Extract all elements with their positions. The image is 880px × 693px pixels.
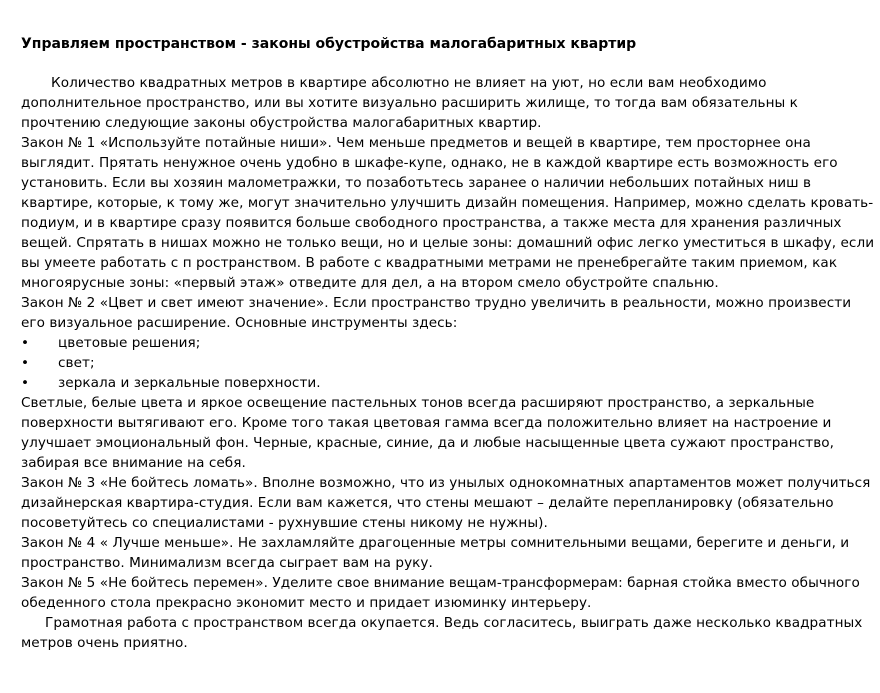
law-3-paragraph: Закон № 3 «Не бойтесь ломать». Вполне возможно, что из унылых однокомнатных апартаментов может получиться дизайнерская квартира-студия. Если вам кажется, что стены мешают – делайте перепланировку (обязательно посоветуйтесь со специалистами - рухнувшие стены никому не нужны). bbox=[21, 475, 871, 531]
law-5-paragraph: Закон № 5 «Не бойтесь перемен». Уделите свое внимание вещам-трансформерам: барная стойка вместо обычного обеденного стола прекрасно экономит место и придает изюминку интерьеру. bbox=[21, 575, 860, 611]
colors-paragraph: Светлые, белые цвета и яркое освещение пастельных тонов всегда расширяют пространство, а зеркальные поверхности вытягивают его. Кроме того такая цветовая гамма всегда положительно влияет на настроение и улучшает эмоциональный фон. Черные, красные, синие, да и любые насыщенные цвета сужают пространство, забирая все внимание на себя. bbox=[21, 395, 835, 471]
article bbox=[21, 34, 877, 653]
bullet-icon: • bbox=[21, 335, 30, 351]
article-body bbox=[21, 73, 877, 653]
bullet-icon: • bbox=[21, 355, 30, 371]
article-title: Управляем пространством - законы обустройства малогабаритных квартир bbox=[21, 36, 637, 52]
bullet-item-mirrors bbox=[21, 373, 877, 393]
law-1-paragraph: Закон № 1 «Используйте потайные ниши». Чем меньше предметов и вещей в квартире, тем просторнее она выглядит. Прятать ненужное очень удобно в шкафе-купе, однако, не в каждой квартире есть возможность его установить. Если вы хозяин малометражки, то позаботьтесь заранее о наличии небольших потайных ниш в квартире, которые, к тому же, могут значительно улучшить дизайн помещения. Например, можно сделать кровать-подиум, и в квартире сразу появится больше свободного пространства, а также места для хранения различных вещей. Спрятать в нишах можно не только вещи, но и целые зоны: домашний офис легко уместиться в шкафу, если вы умеете работать с п ространством. В работе с квадратными метрами не пренебрегайте таким приемом, как многоярусные зоны: «первый этаж» отведите для дел, а на втором смело обустройте спальню. bbox=[21, 135, 875, 291]
law-2-paragraph: Закон № 2 «Цвет и свет имеют значение». Если пространство трудно увеличить в реальности, можно произвести его визуальное расширение. Основные инструменты здесь: bbox=[21, 295, 852, 331]
bullet-icon: • bbox=[21, 375, 30, 391]
bullet-text: цветовые решения; bbox=[58, 335, 201, 351]
bullet-item-color bbox=[21, 333, 877, 353]
bullet-text: зеркала и зеркальные поверхности. bbox=[58, 375, 321, 391]
conclusion-paragraph: Грамотная работа с пространством всегда окупается. Ведь согласитесь, выиграть даже несколько квадратных метров очень приятно. bbox=[21, 615, 863, 651]
law-4-paragraph: Закон № 4 « Лучше меньше». Не захламляйте драгоценные метры сомнительными вещами, берегите и деньги, и пространство. Минимализм всегда сыграет вам на руку. bbox=[21, 535, 850, 571]
intro-paragraph: Количество квадратных метров в квартире абсолютно не влияет на уют, но если вам необходимо дополнительное пространство, или вы хотите визуально расширить жилище, то тогда вам обязательны к прочтению следующие законы обустройства малогабаритных квартир. bbox=[21, 75, 798, 131]
bullet-item-light bbox=[21, 353, 877, 373]
bullet-text: свет; bbox=[58, 355, 95, 371]
